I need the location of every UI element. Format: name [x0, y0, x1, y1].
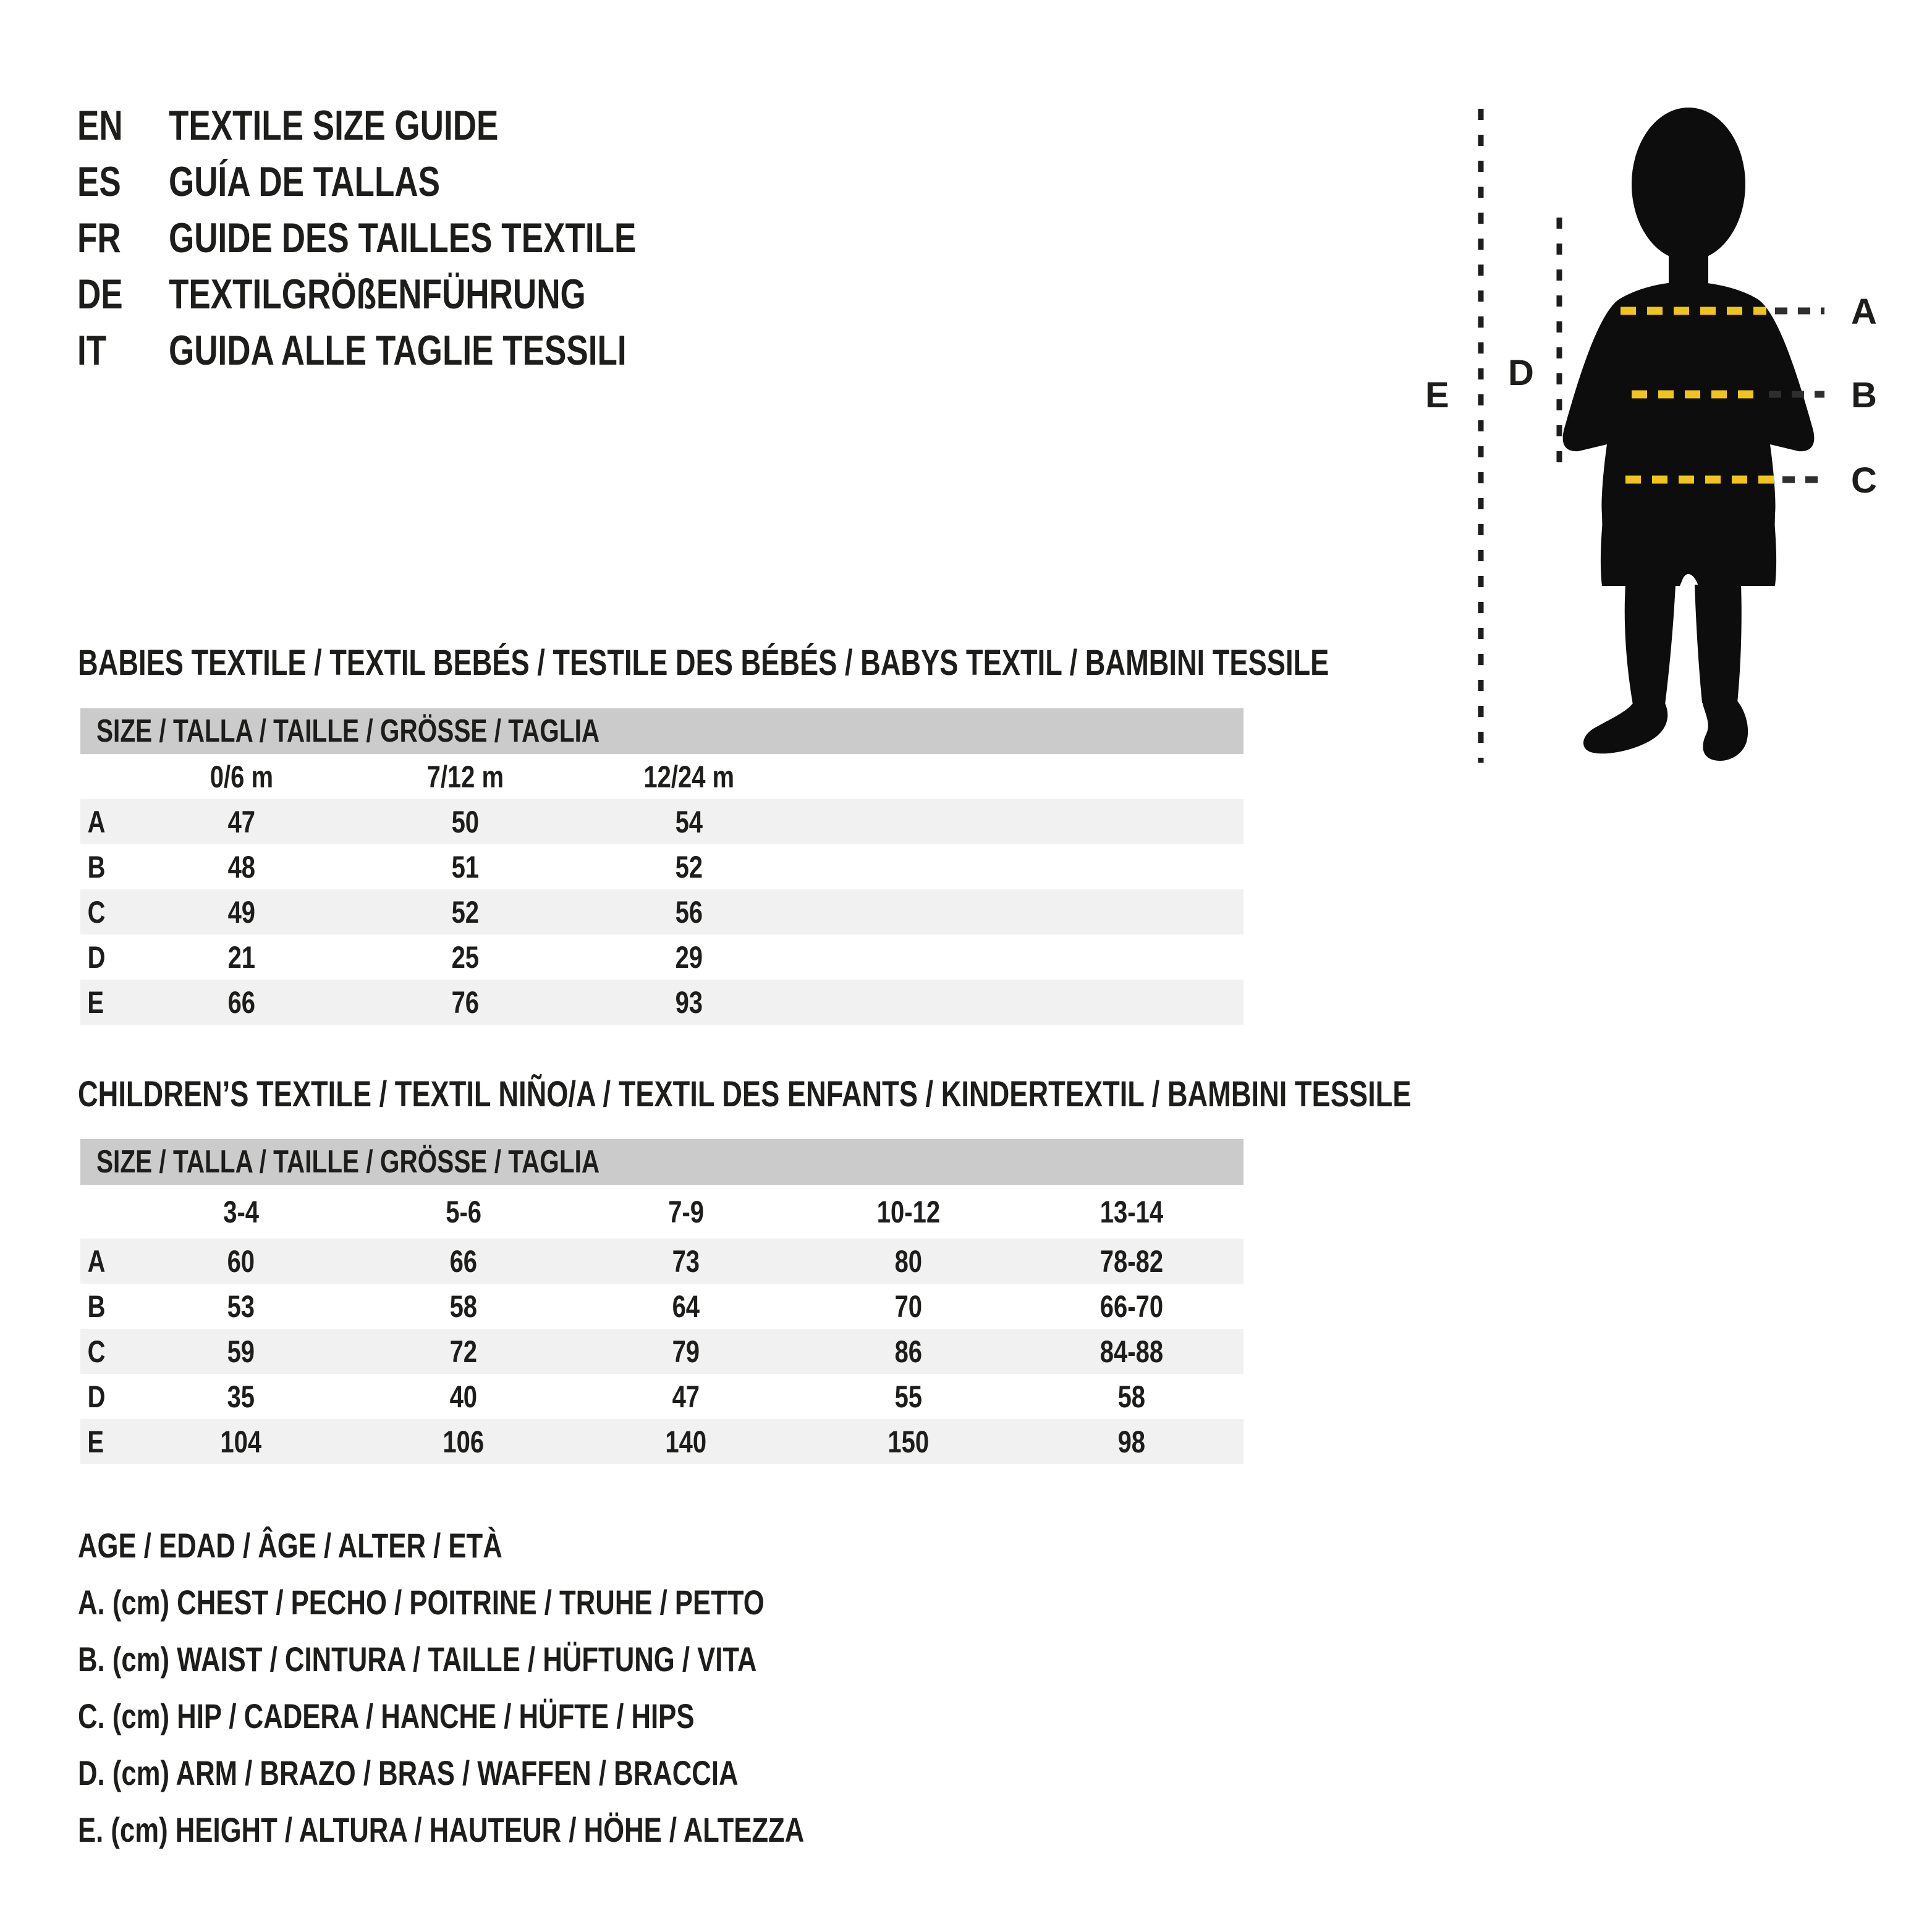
silhouette-right-shoe	[1702, 701, 1748, 761]
cell-value: 58	[449, 1289, 478, 1324]
size-header-label: SIZE / TALLA / TAILLE / GRÖSSE / TAGLIA	[96, 1144, 600, 1180]
cell-value: 86	[894, 1334, 923, 1369]
cell-value: 150	[888, 1424, 930, 1459]
label-d: D	[1508, 353, 1534, 393]
table-row	[80, 1329, 1244, 1374]
cell-value: 52	[675, 849, 703, 884]
guide-title: GUÍA DE TALLAS	[169, 158, 441, 205]
legend-hip: C. (cm) HIP / CADERA / HANCHE / HÜFTE / HIPS	[78, 1696, 695, 1735]
cell-value: 59	[227, 1334, 255, 1369]
cell-value: 79	[672, 1334, 700, 1369]
children-section-title: CHILDREN’S TEXTILE / TEXTIL NIÑO/A / TEXTIL DES ENFANTS / KINDERTEXTIL / BAMBINI TESSILE	[78, 1074, 1412, 1114]
cell-value: 106	[443, 1424, 485, 1459]
table-row	[80, 1419, 1244, 1464]
cell-value: 76	[451, 985, 480, 1020]
silhouette-shorts	[1601, 501, 1776, 586]
table-row	[80, 844, 1244, 889]
column-header-row	[80, 754, 1244, 799]
row-label: C	[87, 894, 106, 930]
legend-chest: A. (cm) CHEST / PECHO / POITRINE / TRUHE / PETTO	[78, 1582, 765, 1622]
table-row	[80, 1374, 1244, 1419]
row-label: A	[87, 804, 106, 839]
cell-value: 52	[451, 894, 480, 930]
cell-value: 84-88	[1099, 1334, 1164, 1369]
cell-value: 55	[894, 1379, 923, 1414]
cell-value: 93	[675, 985, 703, 1020]
table-row	[80, 1284, 1244, 1329]
label-a: A	[1851, 292, 1877, 332]
row-label: B	[87, 1289, 106, 1324]
cell-value: 73	[672, 1244, 700, 1279]
lang-row-de	[77, 266, 768, 322]
lang-row-en	[77, 97, 768, 153]
measurement-legend	[78, 1517, 1009, 1858]
table-row	[80, 1239, 1244, 1284]
label-c: C	[1851, 460, 1877, 501]
cell-value: 78-82	[1099, 1244, 1164, 1279]
table-row	[80, 799, 1244, 844]
babies-section-title: BABIES TEXTILE / TEXTIL BEBÉS / TESTILE DES BÉBÉS / BABYS TEXTIL / BAMBINI TESSILE	[78, 643, 1329, 683]
table-header-bar	[80, 708, 1244, 754]
cell-value: 72	[449, 1334, 478, 1369]
cell-value: 47	[227, 804, 256, 839]
lang-row-fr	[77, 210, 768, 266]
guide-title: GUIDE DES TAILLES TEXTILE	[169, 214, 637, 261]
cell-value: 66	[449, 1244, 478, 1279]
cell-value: 80	[894, 1244, 923, 1279]
cell-value: 40	[449, 1379, 478, 1414]
lang-code: EN	[77, 101, 123, 149]
cell-value: 54	[675, 804, 703, 839]
lang-row-it	[77, 322, 768, 378]
cell-value: 51	[451, 849, 480, 884]
cell-value: 60	[227, 1244, 255, 1279]
cell-value: 58	[1117, 1379, 1146, 1414]
column-header: 7/12 m	[426, 759, 504, 794]
guide-title: TEXTILE SIZE GUIDE	[169, 101, 499, 149]
row-label: D	[87, 1379, 106, 1414]
column-header: 12/24 m	[643, 759, 735, 794]
silhouette-left-shoe	[1583, 703, 1667, 753]
guide-title: GUIDA ALLE TAGLIE TESSILI	[169, 326, 627, 374]
cell-value: 48	[227, 849, 256, 884]
column-header-row	[80, 1185, 1244, 1239]
legend-waist: B. (cm) WAIST / CINTURA / TAILLE / HÜFTUNG / VITA	[78, 1639, 757, 1679]
children-size-table	[80, 1139, 1244, 1464]
lang-code: ES	[77, 158, 121, 205]
row-label: A	[87, 1244, 106, 1279]
legend-arm: D. (cm) ARM / BRAZO / BRAS / WAFFEN / BRACCIA	[78, 1753, 739, 1792]
lang-code: FR	[77, 214, 121, 261]
cell-value: 66-70	[1099, 1289, 1164, 1324]
cell-value: 35	[227, 1379, 255, 1414]
lang-code: DE	[77, 270, 123, 318]
cell-value: 25	[451, 939, 480, 975]
language-title-list	[77, 97, 768, 378]
row-label: C	[87, 1334, 106, 1369]
table-header-bar	[80, 1139, 1244, 1185]
babies-size-table	[80, 708, 1244, 1025]
table-row	[80, 980, 1244, 1025]
column-header: 3-4	[223, 1194, 259, 1229]
row-label: E	[87, 985, 104, 1020]
cell-value: 29	[675, 939, 703, 975]
legend-height: E. (cm) HEIGHT / ALTURA / HAUTEUR / HÖHE / ALTEZZA	[78, 1810, 805, 1849]
silhouette-head	[1632, 108, 1745, 261]
column-header: 13-14	[1099, 1194, 1164, 1229]
cell-value: 66	[227, 985, 256, 1020]
row-label: D	[87, 939, 106, 975]
guide-title: TEXTILGRÖßENFÜHRUNG	[169, 270, 586, 318]
cell-value: 50	[451, 804, 480, 839]
column-header: 5-6	[446, 1194, 481, 1229]
column-header: 0/6 m	[210, 759, 274, 794]
measurement-figure	[1391, 87, 1932, 803]
cell-value: 70	[894, 1289, 923, 1324]
lang-row-es	[77, 153, 768, 210]
row-label: E	[87, 1424, 104, 1459]
column-header: 7-9	[668, 1194, 704, 1229]
cell-value: 104	[220, 1424, 262, 1459]
cell-value: 49	[227, 894, 256, 930]
table-row	[80, 934, 1244, 980]
lang-code: IT	[77, 326, 107, 374]
cell-value: 21	[227, 939, 256, 975]
row-label: B	[87, 849, 106, 884]
cell-value: 140	[665, 1424, 707, 1459]
silhouette-right-leg	[1695, 585, 1742, 703]
size-header-label: SIZE / TALLA / TAILLE / GRÖSSE / TAGLIA	[96, 713, 600, 749]
cell-value: 64	[672, 1289, 700, 1324]
cell-value: 47	[672, 1379, 700, 1414]
table-row	[80, 889, 1244, 934]
column-header: 10-12	[876, 1194, 941, 1229]
legend-age: AGE / EDAD / ÂGE / ALTER / ETÀ	[78, 1525, 502, 1565]
label-e: E	[1425, 375, 1449, 415]
cell-value: 98	[1117, 1424, 1146, 1459]
cell-value: 56	[675, 894, 703, 930]
label-b: B	[1851, 375, 1877, 415]
cell-value: 53	[227, 1289, 255, 1324]
